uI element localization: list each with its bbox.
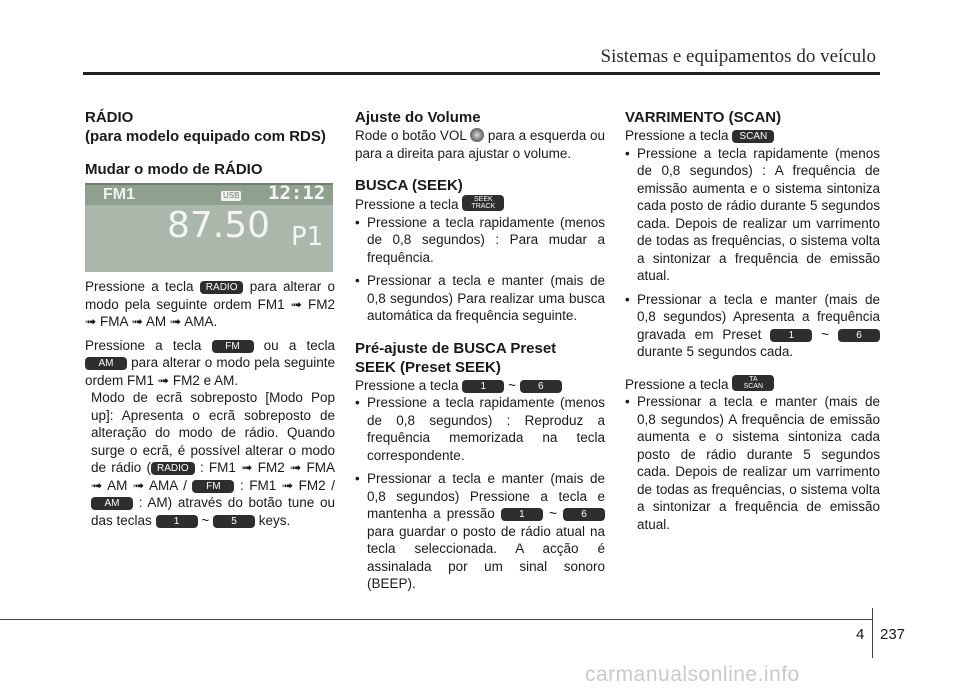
tilde: ~	[201, 512, 210, 528]
preset-5-badge: 5	[213, 515, 255, 528]
preset-6-badge: 6	[563, 508, 605, 521]
radio-key-badge: RADIO	[200, 281, 244, 294]
am-key-badge: AM	[91, 497, 133, 510]
ta-scan-badge	[732, 375, 774, 391]
vol-knob-icon	[470, 128, 484, 142]
fm-am-key-paragraph	[85, 337, 335, 390]
text-span: : FM1 ➟ FM2 ➟ FMA ➟ AM ➟ AMA /	[91, 460, 335, 493]
text-span: Rode o botão VOL	[355, 128, 467, 143]
scan-key-badge: SCAN	[732, 130, 774, 143]
display-preset: P1	[291, 222, 324, 252]
text-span: para a esquerda ou para a direita para ajustar o volume.	[355, 128, 605, 161]
watermark: carmanualsonline.info	[585, 663, 800, 686]
ta-badge-line2: SCAN	[743, 382, 764, 390]
radio-key-paragraph	[85, 278, 335, 331]
chapter-number: 4	[856, 626, 865, 643]
text-span: Modo de ecrã sobreposto [Modo Pop up]: Apresenta o ecrã sobreposto de alteração do modo de rádio. Quando surge o ecrã, é possível alterar o modo de rádio (	[91, 390, 335, 475]
footer-divider	[872, 608, 873, 658]
scan-bullet-2: • Pressionar a tecla e manter (mais de 0,8 segundos) Apresenta a frequência gravada em Preset 1 ~ 6 durante 5 segundos cada.	[625, 291, 880, 359]
tilde: ~	[821, 326, 830, 342]
seek-bullet-2: • Pressionar a tecla e manter (mais de 0,8 segundos) Para realizar uma busca automática da frequência seguinte.	[355, 273, 605, 323]
text-span: : AM) através do botão tune ou das teclas	[91, 495, 335, 528]
preset-bullet-2: • Pressionar a tecla e manter (mais de 0,8 segundos) Pressione a tecla e mantenha a pressão 1 ~ 6 para guardar o posto de rádio atual na tecla seleccionada. A acção é assinalada por um sinal sonoro (BEEP).	[355, 471, 605, 591]
footer-rule	[0, 619, 872, 620]
page-header-title: Sistemas e equipamentos do veículo	[600, 46, 876, 67]
text-span: Pressione a tecla rapidamente (menos de 0,8 segundos) : Reproduz a frequência memorizada na tecla correspondente.	[367, 395, 605, 463]
text-span: keys.	[258, 512, 291, 528]
preset-heading-line2: SEEK (Preset SEEK)	[355, 358, 501, 376]
text-span: Pressione a tecla	[625, 128, 729, 143]
seek-bullet-1: • Pressione a tecla rapidamente (menos de 0,8 segundos) : Para mudar a frequência.	[355, 214, 605, 265]
display-time: 12:12	[268, 183, 326, 204]
tilde: ~	[549, 506, 557, 521]
preset-heading-line1: Pré-ajuste de BUSCA Preset	[355, 339, 557, 357]
text-span: Pressionar a tecla e manter (mais de 0,8 segundos) Pressione a tecla e mantenha a pressão	[367, 471, 605, 521]
text-span: para guardar o posto de rádio atual na tecla seleccionada. A acção é assinalada por um sinal sonoro (BEEP).	[367, 523, 605, 591]
text-span: Pressionar a tecla e manter (mais de 0,8 segundos) A frequência de emissão aumenta e o sistema sintoniza cada posto de rádio durante 5 segundos cada. Depois de realizar um varrimento de todas as frequências, o sistema volta a sintonizar a frequência de emissão atual.	[637, 394, 880, 532]
radio-key-badge: RADIO	[151, 462, 195, 475]
radio-heading-line2: (para modelo equipado com RDS)	[85, 128, 326, 145]
preset-6-badge: 6	[838, 329, 880, 342]
column-scan	[625, 108, 880, 533]
ta-bullet-1: • Pressionar a tecla e manter (mais de 0,8 segundos) A frequência de emissão aumenta e o sistema sintoniza cada posto de rádio durante 5 segundos cada. Depois de realizar um varrimento de todas as frequências, o sistema volta a sintonizar a frequência de emissão atual.	[625, 394, 880, 532]
seek-heading: BUSCA (SEEK)	[355, 177, 463, 194]
seek-badge-line1: SEEK	[473, 196, 493, 203]
radio-heading-line1: RÁDIO	[85, 109, 134, 126]
volume-paragraph	[355, 127, 605, 162]
radio-heading	[85, 108, 335, 146]
am-key-badge: AM	[85, 357, 127, 370]
radio-display-image	[85, 183, 333, 272]
page-number: 237	[880, 626, 906, 643]
preset-bullet-1: • Pressione a tecla rapidamente (menos de 0,8 segundos) : Reproduz a frequência memorizada na tecla correspondente.	[355, 395, 605, 463]
preset-6-badge: 6	[520, 380, 562, 393]
preset-1-badge: 1	[501, 508, 543, 521]
display-usb-icon: USB	[223, 191, 240, 200]
column-volume-seek	[355, 108, 605, 593]
scan-bullet-1: • Pressione a tecla rapidamente (menos de 0,8 segundos) : A frequência de emissão aumenta e o sistema sintoniza cada posto de rádio durante 5 segundos cada. Depois de realizar um varrimento de todas as frequências, o sistema volta a sintonizar a frequência de emissão atual.	[625, 145, 880, 283]
radio-mode-heading: Mudar o modo de RÁDIO	[85, 161, 263, 178]
ta-badge-line1: TA	[749, 375, 758, 383]
text-span: Pressione a tecla rapidamente (menos de 0,8 segundos) : Para mudar a frequência.	[367, 214, 605, 265]
header-rule	[83, 72, 880, 75]
text-span: Pressione a tecla rapidamente (menos de 0,8 segundos) : A frequência de emissão aumenta e o sistema sintoniza cada posto de rádio durante 5 segundos cada. Depois de realizar um varrimento de todas as frequências, o sistema volta a sintonizar a frequência de emissão atual.	[637, 145, 880, 283]
text-span: ou a tecla	[263, 337, 335, 353]
text-span: durante 5 segundos cada.	[637, 344, 794, 359]
text-span: Pressione a tecla	[85, 337, 202, 353]
text-span: Pressione a tecla	[355, 377, 459, 393]
preset-1-badge: 1	[156, 515, 198, 528]
display-band: FM1	[103, 186, 135, 203]
text-span: : FM1 ➟ FM2 /	[239, 477, 335, 493]
text-span: Pressione a tecla	[625, 376, 729, 392]
seek-press-line	[355, 195, 605, 214]
column-radio	[85, 108, 335, 529]
text-span: Pressionar a tecla e manter (mais de 0,8 segundos) Apresenta a frequência gravada em Preset	[637, 291, 880, 342]
volume-heading: Ajuste do Volume	[355, 109, 481, 126]
display-frequency: 87.50	[167, 205, 271, 246]
text-span: Pressione a tecla	[85, 279, 194, 294]
text-span: para alterar o modo pela seguinte ordem FM1 ➟ FM2 e AM.	[85, 355, 335, 388]
seek-badge-line2: TRACK	[471, 203, 496, 210]
text-span: Pressionar a tecla e manter (mais de 0,8 segundos) Para realizar uma busca automática da frequência seguinte.	[367, 273, 605, 323]
preset-press-line	[355, 377, 605, 395]
scan-press-line	[625, 127, 880, 145]
tilde: ~	[508, 377, 516, 393]
text-span: Pressione a tecla	[355, 197, 459, 212]
popup-mode-paragraph	[85, 389, 335, 529]
preset-1-badge: 1	[462, 380, 504, 393]
text-span: para alterar o modo pela seguinte ordem FM1 ➟ FM2 ➟ FMA ➟ AM ➟ AMA.	[85, 279, 335, 329]
preset-1-badge: 1	[770, 329, 812, 342]
scan-heading: VARRIMENTO (SCAN)	[625, 109, 782, 126]
preset-seek-heading	[355, 339, 605, 377]
fm-key-badge: FM	[192, 480, 234, 493]
ta-press-line	[625, 375, 880, 394]
seek-track-badge	[462, 195, 504, 211]
fm-key-badge: FM	[212, 340, 254, 353]
